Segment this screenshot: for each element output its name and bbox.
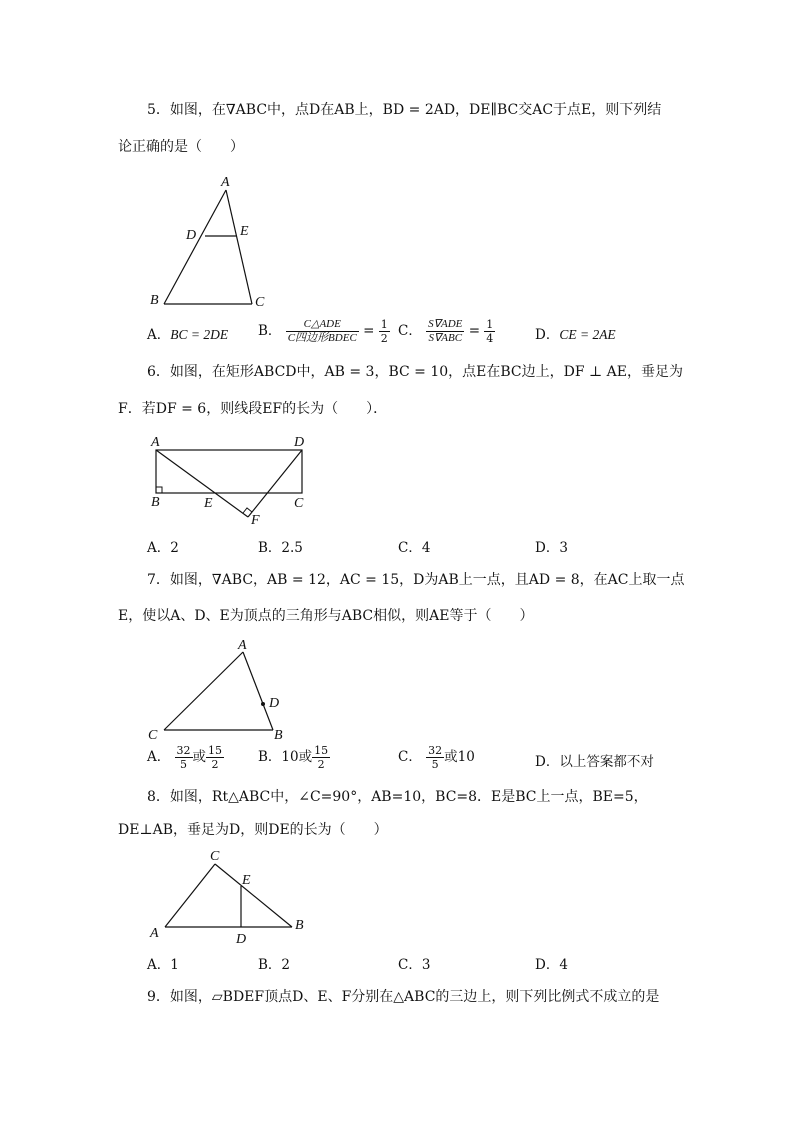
q6-option-d: D．3	[535, 540, 568, 556]
q5-triangle-figure	[140, 172, 290, 312]
q5-label-d: D	[186, 228, 197, 243]
q7-label-b: B	[274, 728, 283, 743]
q6-option-a: A．2	[147, 540, 179, 556]
q6-option-b: B．2.5	[258, 540, 303, 556]
q8-option-c: C．3	[398, 957, 431, 973]
q8-option-b: B．2	[258, 957, 291, 973]
q7-option-b: B．10或 $\frac{15}{2}$	[258, 744, 329, 771]
q5-label-c: C	[255, 295, 265, 310]
q5-label-e: E	[240, 224, 249, 239]
q8-label-e: E	[242, 873, 251, 888]
q5-option-d: D．CE = 2AE	[535, 327, 616, 343]
q8-option-d: D．4	[535, 957, 568, 973]
q8-triangle-figure	[140, 842, 320, 950]
q7-label-d: D	[269, 696, 280, 711]
q7-option-c: C． $\frac{32}{5}$ 或10	[398, 744, 475, 771]
q5-option-b: B． $\frac{\text{C△ADE}}{\text{C四边形BDEC}}$ = $\frac{1}{2}$	[258, 318, 388, 345]
q7-label-a: A	[238, 638, 247, 653]
q8-label-a: A	[150, 926, 159, 941]
q6-text-line2: F．若DF = 6，则线段EF的长为（ ）．	[118, 401, 388, 417]
q7-option-d: D．以上答案都不对	[535, 754, 654, 770]
q8-option-a: A．1	[147, 957, 179, 973]
q5-label-a: A	[221, 175, 230, 190]
q8-text-line1: 8．如图，Rt△ABC中，∠C=90°，AB=10，BC=8．E是BC上一点，BE=5，	[147, 789, 648, 805]
q6-label-a: A	[151, 435, 160, 450]
q5-option-c: C． $\frac{\text{S∇ADE}}{\text{S∇ABC}}$ = $\frac{1}{4}$	[398, 318, 494, 345]
q5-text-line2: 论正确的是（ ）	[118, 139, 244, 155]
q9-text-line1: 9．如图，▱BDEF顶点D、E、F分别在△ABC的三边上，则下列比例式不成立的是	[147, 989, 660, 1005]
q6-label-f: F	[251, 513, 260, 528]
q8-label-c: C	[210, 849, 220, 864]
q5-text-line1: 5．如图，在∇ABC中，点D在AB上，BD = 2AD，DE∥BC交AC于点E，则下列结	[147, 102, 662, 118]
q7-option-a: A． $\frac{32}{5}$ 或 $\frac{15}{2}$	[147, 744, 223, 771]
q8-label-b: B	[295, 918, 304, 933]
q7-triangle-figure	[140, 630, 300, 745]
q7-text-line1: 7．如图，∇ABC，AB = 12，AC = 15，D为AB上一点，且AD = 8，在AC上取一点	[147, 572, 685, 588]
q6-label-c: C	[294, 496, 304, 511]
q6-text-line1: 6．如图，在矩形ABCD中，AB = 3，BC = 10，点E在BC边上，DF ⊥ AE，垂足为	[147, 364, 683, 380]
q6-label-e: E	[204, 496, 213, 511]
q7-label-c: C	[148, 728, 158, 743]
q6-option-c: C．4	[398, 540, 431, 556]
q7-text-line2: E，使以A、D、E为顶点的三角形与ABC相似，则AE等于（ ）	[118, 608, 534, 624]
q6-rectangle-figure	[140, 430, 320, 530]
q6-label-d: D	[294, 435, 305, 450]
q5-option-a: A．BC = 2DE	[147, 327, 229, 343]
q8-label-d: D	[236, 932, 247, 947]
q8-text-line2: DE⊥AB，垂足为D，则DE的长为（ ）	[118, 822, 388, 838]
q6-label-b: B	[151, 495, 160, 510]
q5-label-b: B	[150, 293, 159, 308]
